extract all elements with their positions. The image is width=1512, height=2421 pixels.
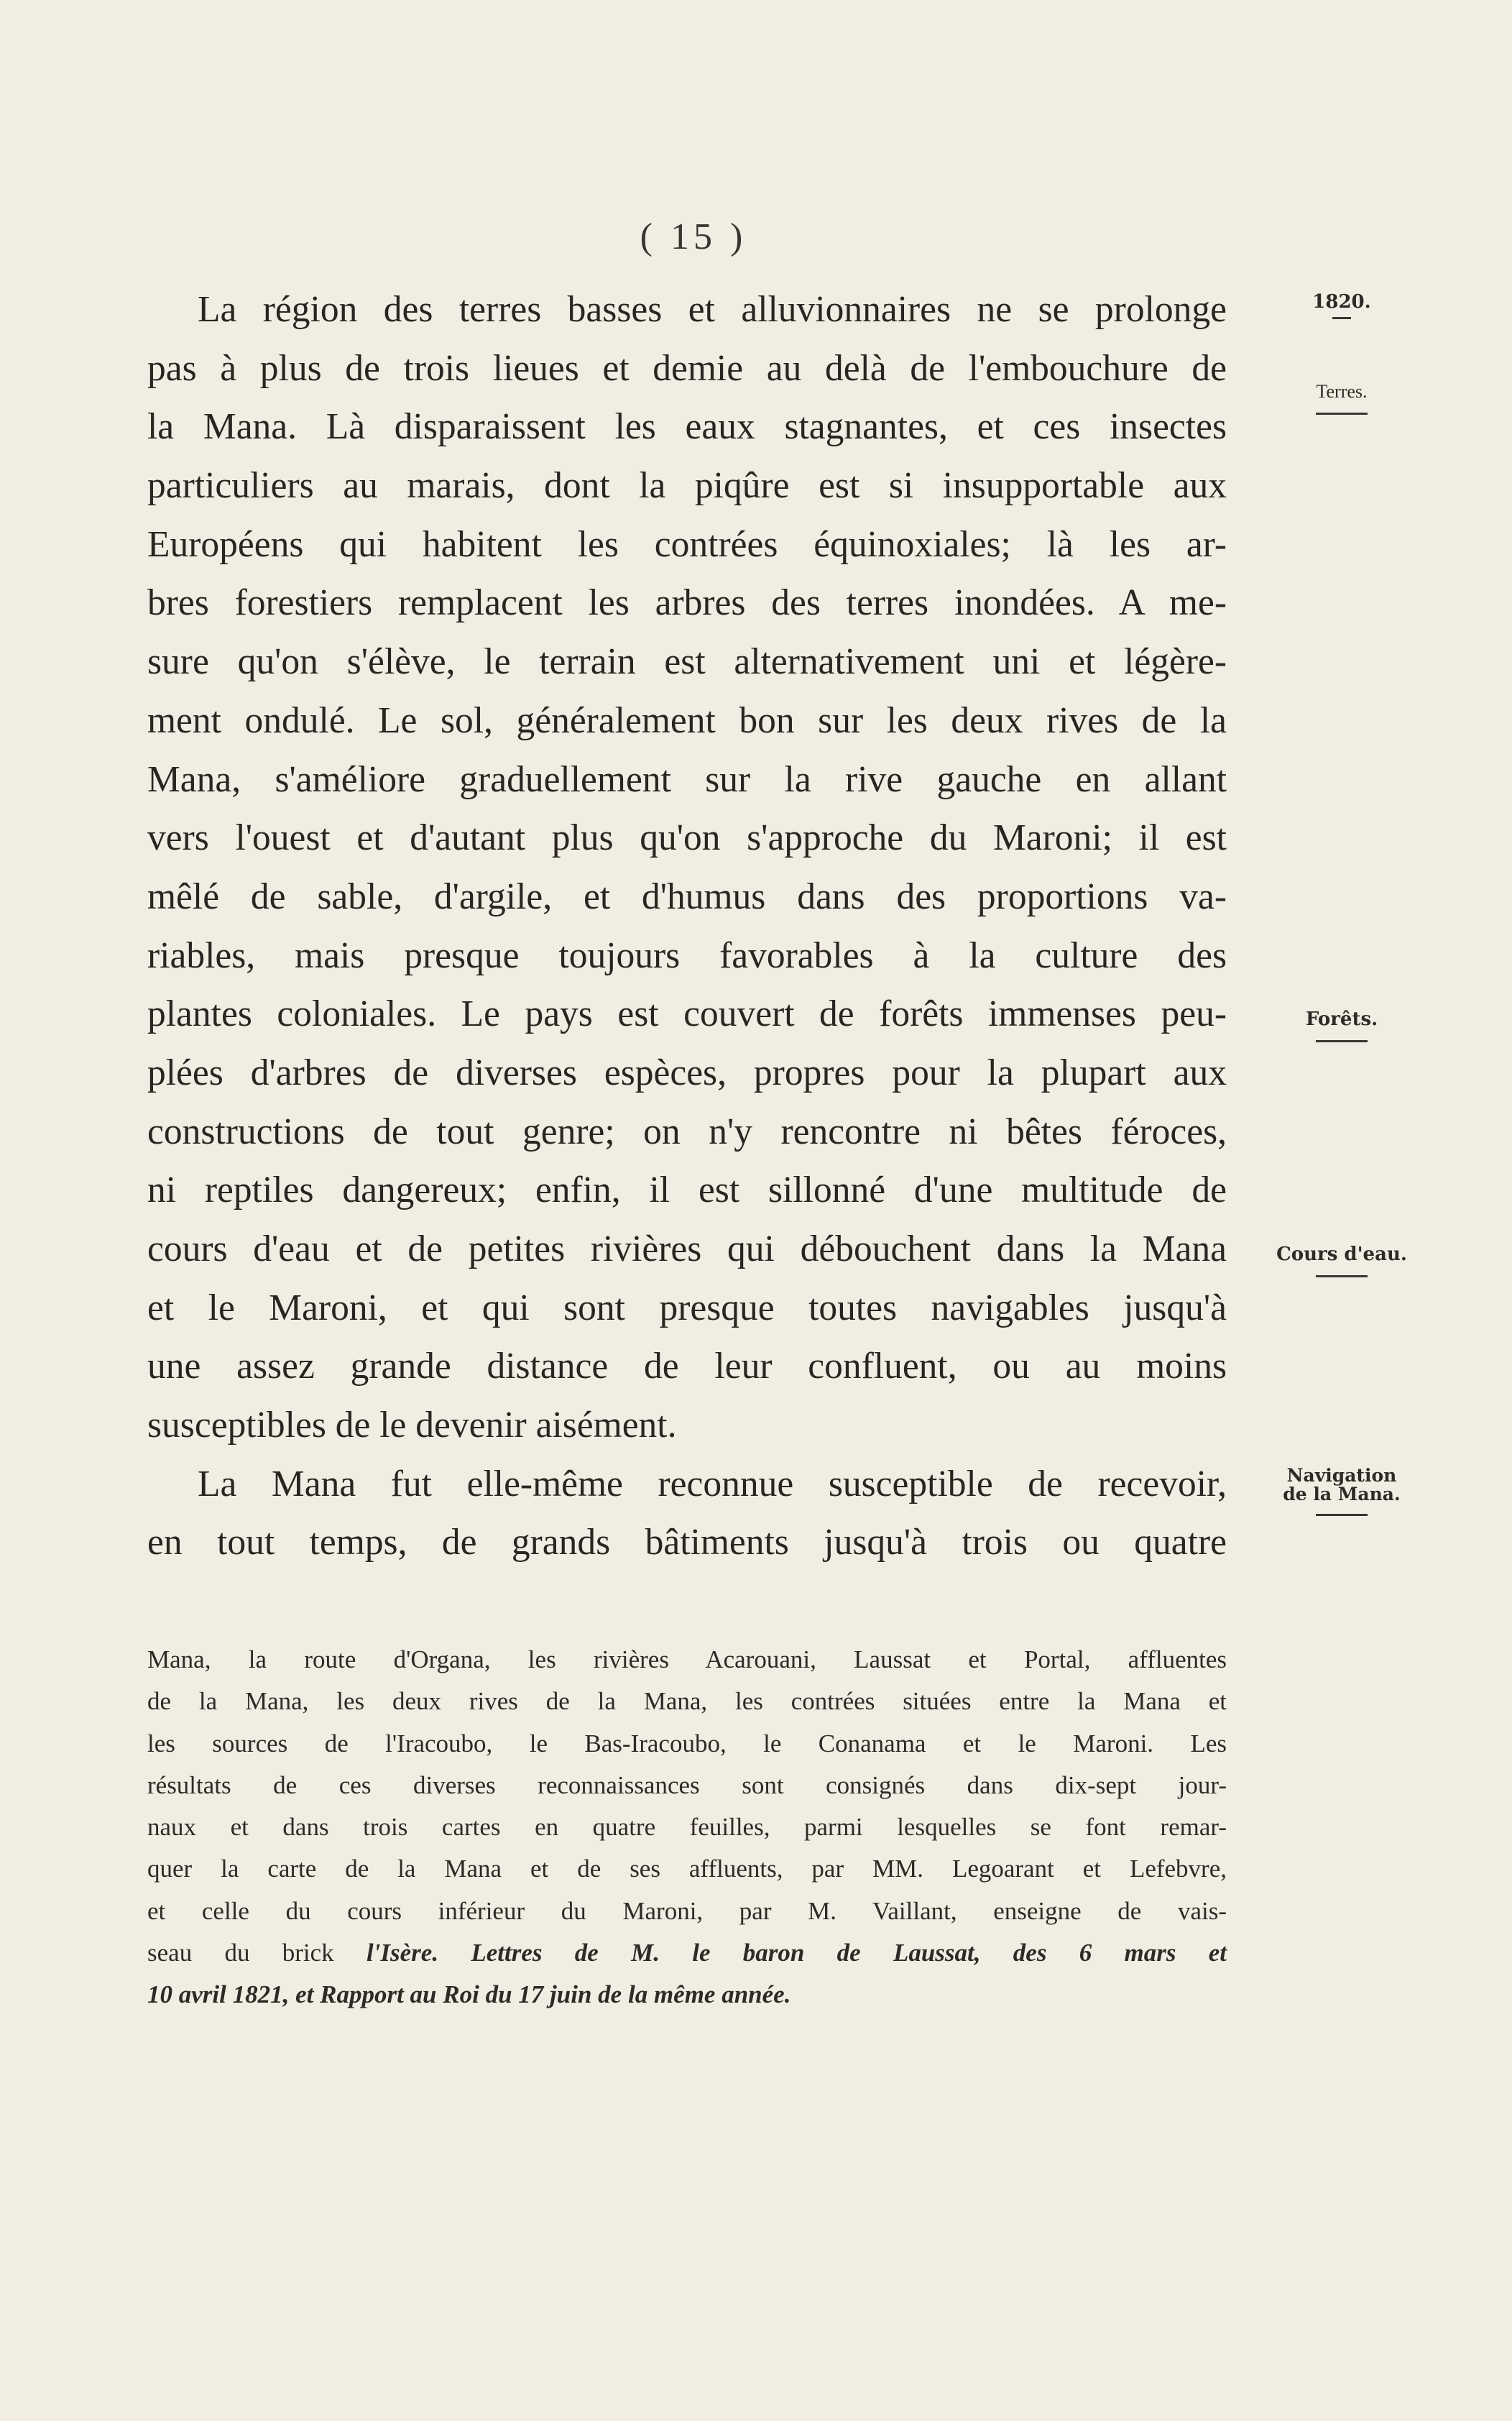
margin-divider — [1316, 1275, 1368, 1277]
margin-divider — [1316, 413, 1368, 415]
margin-note-year — [1273, 291, 1410, 319]
footnote-line: les sources de l'Iracoubo, le Bas-Iracoubo, le Conanama et le Maroni. Les — [147, 1729, 1227, 1758]
body-line: susceptibles de le devenir aisément. — [147, 1405, 677, 1446]
footnote-line: Mana, la route d'Organa, les rivières Acarouani, Laussat et Portal, affluentes — [147, 1645, 1227, 1673]
body-line: vers l'ouest et d'autant plus qu'on s'approche du Maroni; il est — [147, 817, 1227, 859]
body-line: particuliers au marais, dont la piqûre est si insupportable aux — [147, 465, 1227, 507]
margin-divider — [1316, 1040, 1368, 1042]
body-line: riables, mais presque toujours favorables à la culture des — [147, 934, 1227, 976]
body-line: bres forestiers remplacent les arbres des terres inondées. A me- — [147, 582, 1227, 624]
margin-divider — [1316, 1514, 1368, 1516]
margin-note-forets — [1273, 1009, 1410, 1042]
footnote — [147, 1639, 1227, 2016]
body-line: une assez grande distance de leur confluent, ou au moins — [147, 1346, 1227, 1387]
body-line: plées d'arbres de diverses espèces, propres pour la plupart aux — [147, 1052, 1227, 1093]
footnote-line: de la Mana, les deux rives de la Mana, les contrées situées entre la Mana et — [147, 1687, 1227, 1716]
footnote-text: seau du brick — [147, 1939, 334, 1967]
body-line: ment ondulé. Le sol, généralement bon sur les deux rives de la — [147, 699, 1227, 741]
body-line: ni reptiles dangereux; enfin, il est sillonné d'une multitude de — [147, 1170, 1227, 1211]
body-text — [147, 280, 1227, 1572]
footnote-line: et celle du cours inférieur du Maroni, par M. Vaillant, enseigne de vais- — [147, 1896, 1227, 1925]
body-line: en tout temps, de grands bâtiments jusqu'à trois ou quatre — [147, 1522, 1227, 1563]
body-line: sure qu'on s'élève, le terrain est alternativement uni et légère- — [147, 641, 1227, 683]
margin-divider — [1332, 317, 1351, 319]
footnote-line: quer la carte de la Mana et de ses affluents, par MM. Legoarant et Lefebvre, — [147, 1855, 1227, 1883]
footnote-line: résultats de ces diverses reconnaissances sont consignés dans dix-sept jour- — [147, 1770, 1227, 1799]
margin-note-cours-eau — [1273, 1244, 1410, 1277]
body-line: Mana, s'améliore graduellement sur la rive gauche en allant — [147, 758, 1227, 800]
margin-note-cours-eau-label: Cours d'eau. — [1276, 1244, 1407, 1265]
body-line: Européens qui habitent les contrées équinoxiales; là les ar- — [147, 523, 1227, 565]
footnote-citation: 10 avril 1821, et Rapport au Roi du 17 juin de la même année. — [147, 1980, 791, 2009]
body-line: et le Maroni, et qui sont presque toutes navigables jusqu'à — [147, 1287, 1227, 1328]
margin-note-navigation — [1273, 1466, 1410, 1516]
body-line: cours d'eau et de petites rivières qui débouchent dans la Mana — [147, 1228, 1227, 1269]
margin-note-terres-label: Terres. — [1316, 381, 1368, 402]
footnote-citation: l'Isère. Lettres de M. le baron de Laussat, des 6 mars et — [366, 1939, 1227, 1967]
margin-note-year-label: 1820. — [1312, 291, 1371, 313]
body-line: mêlé de sable, d'argile, et d'humus dans des proportions va- — [147, 876, 1227, 917]
page-number: ( 15 ) — [640, 216, 747, 257]
body-line: la Mana. Là disparaissent les eaux stagnantes, et ces insectes — [147, 406, 1227, 448]
margin-note-forets-label: Forêts. — [1305, 1009, 1378, 1030]
body-line: pas à plus de trois lieues et demie au delà de l'embouchure de — [147, 347, 1227, 389]
body-line: La Mana fut elle-même reconnue susceptible de recevoir, — [198, 1463, 1227, 1504]
footnote-line: naux et dans trois cartes en quatre feuilles, parmi lesquelles se font remar- — [147, 1813, 1227, 1842]
body-line: constructions de tout genre; on n'y rencontre ni bêtes féroces, — [147, 1111, 1227, 1152]
margin-note-terres — [1273, 381, 1410, 415]
footnote-line — [147, 1932, 1227, 1974]
margin-note-navigation-label: de la Mana. — [1283, 1484, 1401, 1504]
body-line: La région des terres basses et alluvionnaires ne se prolonge — [198, 289, 1227, 330]
margin-note-navigation-label: Navigation — [1286, 1465, 1397, 1486]
body-line: plantes coloniales. Le pays est couvert de forêts immenses peu- — [147, 993, 1227, 1035]
footnote-line — [147, 1974, 1227, 2016]
